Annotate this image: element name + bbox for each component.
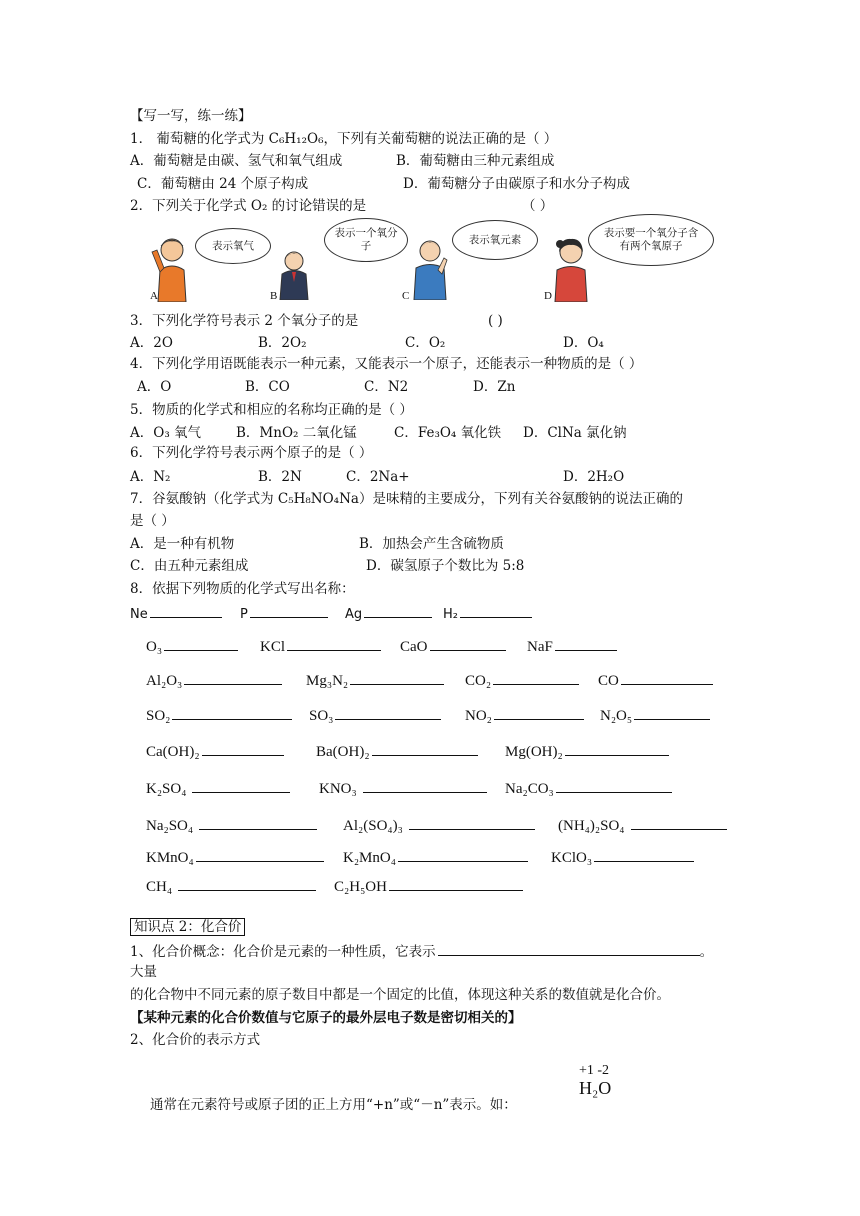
q3-option-d: D．O₄ (563, 335, 604, 351)
formula-k2so4: K₂SO₄ (146, 779, 290, 798)
formula-n2o5: N₂O₅ (600, 706, 710, 725)
formula-kno3: KNO₃ (319, 779, 487, 798)
formula-nh42so4: (NH₄)₂SO₄ (558, 816, 727, 835)
formula-al2o3: Al₂O₃ (146, 671, 282, 690)
answer-blank[interactable] (430, 637, 506, 651)
q1-option-d: D．葡萄糖分子由碳原子和水分子构成 (403, 176, 630, 192)
bubble-a: 表示氧气 (195, 228, 271, 264)
q7-option-c: C．由五种元素组成 (130, 558, 249, 574)
q5-option-a: A．O₃ 氧气 (130, 425, 202, 441)
formula-kclo3: KClO₃ (551, 848, 694, 867)
q4-option-a: A．O (137, 379, 172, 395)
formula-ag: Ag (345, 603, 432, 624)
answer-blank[interactable] (199, 816, 317, 830)
answer-blank[interactable] (398, 848, 528, 862)
label-d: D (544, 290, 552, 302)
answer-blank[interactable] (364, 603, 432, 618)
q5-option-b: B．MnO₂ 二氧化锰 (236, 425, 357, 441)
q4-option-d: D．Zn (473, 379, 516, 395)
student-d-icon (548, 236, 594, 302)
formula-cao: CaO (400, 637, 506, 656)
answer-blank[interactable] (494, 706, 584, 720)
kp2-p5: 通常在元素符号或原子团的正上方用“+n”或“－n”表示。如： (150, 1097, 517, 1113)
q7-stem: 7．谷氨酸钠（化学式为 C₅H₈NO₄Na）是味精的主要成分，下列有关谷氨酸钠的说法正确的 (130, 491, 683, 507)
answer-blank[interactable] (363, 779, 487, 793)
label-c: C (402, 290, 410, 302)
answer-blank[interactable] (555, 637, 617, 651)
kp2-p1: 1、化合价概念：化合价是元素的一种性质，它表示 。 (130, 941, 713, 961)
answer-blank[interactable] (287, 637, 381, 651)
formula-baoh2: Ba(OH)₂ (316, 742, 478, 761)
formula-na2so4: Na₂SO₄ (146, 816, 317, 835)
formula-kmno4: KMnO₄ (146, 848, 324, 867)
concept-blank[interactable] (438, 941, 700, 956)
kp2-title: 知识点 2：化合价 (130, 918, 245, 936)
q3-option-b: B．2O₂ (258, 335, 307, 351)
kp2-p3: 【某种元素的化合价数值与它原子的最外层电子数是密切相关的】 (130, 1010, 522, 1026)
formula-co: CO (598, 671, 713, 690)
q1-option-b: B．葡萄糖由三种元素组成 (396, 153, 555, 169)
section-title: 【写一写，练一练】 (130, 108, 252, 124)
q5-option-c: C．Fe₃O₄ 氧化铁 (394, 425, 502, 441)
formula-mgoh2: Mg(OH)₂ (505, 742, 669, 761)
q6-option-a: A．N₂ (130, 469, 171, 485)
bubble-d: 表示要一个氧分子含有两个氧原子 (588, 214, 714, 266)
formula-no2: NO₂ (465, 706, 584, 725)
formula-ne: Ne (130, 603, 222, 624)
q7-option-a: A．是一种有机物 (130, 536, 235, 552)
bubble-c: 表示氧元素 (452, 220, 538, 260)
q7-option-d: D．碳氢原子个数比为 5:8 (366, 558, 525, 574)
formula-k2mno4: K₂MnO₄ (343, 848, 528, 867)
valence-formula: H₂O (579, 1078, 612, 1098)
answer-blank[interactable] (631, 816, 727, 830)
formula-so2: SO₂ (146, 706, 292, 725)
answer-blank[interactable] (150, 603, 222, 618)
formula-al2so43: Al₂(SO₄)₃ (343, 816, 535, 835)
q4-option-b: B．CO (245, 379, 290, 395)
answer-blank[interactable] (335, 706, 441, 720)
answer-blank[interactable] (594, 848, 694, 862)
answer-blank[interactable] (178, 877, 316, 891)
q3-option-c: C．O₂ (405, 335, 446, 351)
kp2-p1b: 大量 (130, 964, 157, 980)
formula-co2: CO₂ (465, 671, 579, 690)
answer-blank[interactable] (196, 848, 324, 862)
formula-ch4: CH₄ (146, 877, 316, 896)
student-c-icon (408, 236, 452, 300)
q7-stem-cont: 是（ ） (130, 513, 175, 529)
q4-option-c: C．N2 (364, 379, 409, 395)
q6-option-d: D．2H₂O (563, 469, 625, 485)
q6-option-b: B．2N (258, 469, 302, 485)
answer-blank[interactable] (409, 816, 535, 830)
q1-stem: 1． 葡萄糖的化学式为 C₆H₁₂O₆，下列有关葡萄糖的说法正确的是（ ） (130, 131, 558, 147)
q5-option-d: D．ClNa 氯化钠 (523, 425, 627, 441)
formula-o3: O₃ (146, 637, 238, 656)
valence-numbers: +1 -2 (579, 1063, 610, 1078)
q2-illustration (140, 214, 720, 306)
answer-blank[interactable] (389, 877, 523, 891)
formula-c2h5oh: C₂H₅OH (334, 877, 523, 896)
answer-blank[interactable] (192, 779, 290, 793)
formula-h2: H₂ (443, 603, 532, 624)
q6-option-c: C．2Na+ (346, 469, 410, 485)
formula-na2co3: Na₂CO₃ (505, 779, 672, 798)
student-b-icon (274, 248, 314, 300)
q3-option-a: A．2O (130, 335, 173, 351)
formula-kcl: KCl (260, 637, 381, 656)
formula-p: P (240, 603, 328, 624)
q2-stem: 2．下列关于化学式 O₂ 的讨论错误的是 (130, 198, 367, 214)
answer-blank[interactable] (460, 603, 532, 618)
formula-mg3n2: Mg₃N₂ (306, 671, 444, 690)
answer-blank[interactable] (556, 779, 672, 793)
q2-paren: （ ） (522, 198, 554, 214)
answer-blank[interactable] (565, 742, 669, 756)
q3-paren: ( ) (488, 313, 503, 329)
answer-blank[interactable] (493, 671, 579, 685)
q1-option-a: A．葡萄糖是由碳、氢气和氧气组成 (130, 153, 343, 169)
q4-stem: 4．下列化学用语既能表示一种元素，又能表示一个原子，还能表示一种物质的是（ ） (130, 356, 643, 372)
q7-option-b: B．加热会产生含硫物质 (359, 536, 504, 552)
kp2-p4: 2、化合价的表示方式 (130, 1032, 261, 1048)
answer-blank[interactable] (350, 671, 444, 685)
q5-stem: 5．物质的化学式和相应的名称均正确的是（ ） (130, 402, 413, 418)
answer-blank[interactable] (372, 742, 478, 756)
answer-blank[interactable] (184, 671, 282, 685)
q1-option-c: C．葡萄糖由 24 个原子构成 (137, 176, 309, 192)
q8-stem: 8．依据下列物质的化学式写出名称： (130, 581, 355, 597)
answer-blank[interactable] (202, 742, 284, 756)
answer-blank[interactable] (634, 706, 710, 720)
bubble-b: 表示一个氧分子 (324, 218, 408, 262)
label-b: B (270, 290, 278, 302)
q3-stem: 3．下列化学符号表示 2 个氧分子的是 (130, 313, 359, 329)
q6-stem: 6．下列化学符号表示两个原子的是（ ） (130, 445, 373, 461)
answer-blank[interactable] (164, 637, 238, 651)
label-a: A (150, 290, 158, 302)
formula-naf: NaF (527, 637, 617, 656)
answer-blank[interactable] (250, 603, 328, 618)
formula-so3: SO₃ (309, 706, 441, 725)
kp2-p2: 的化合物中不同元素的原子数目中都是一个固定的比值，体现这种关系的数值就是化合价。 (130, 987, 670, 1003)
formula-caoh2: Ca(OH)₂ (146, 742, 284, 761)
answer-blank[interactable] (172, 706, 292, 720)
answer-blank[interactable] (621, 671, 713, 685)
